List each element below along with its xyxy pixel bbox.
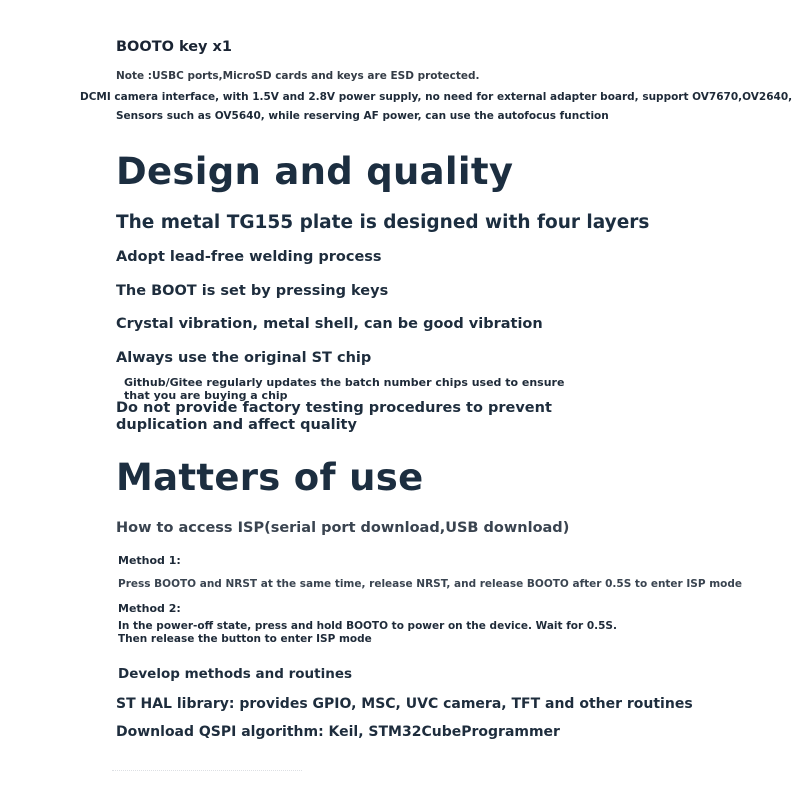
no-factory-testing-note: Do not provide factory testing procedures to prevent duplication and affect quality bbox=[116, 400, 552, 433]
design-heading: Design and quality bbox=[116, 150, 514, 193]
feature-item: Always use the original ST chip bbox=[116, 350, 372, 366]
esd-note: Note :USBC ports,MicroSD cards and keys are ESD protected. bbox=[116, 70, 480, 82]
feature-item: The BOOT is set by pressing keys bbox=[116, 283, 389, 299]
feature-item: Adopt lead-free welding process bbox=[116, 249, 382, 265]
booto-key-item: BOOTO key x1 bbox=[116, 39, 232, 55]
method-2-label: Method 2: bbox=[118, 602, 181, 615]
hal-library-text: ST HAL library: provides GPIO, MSC, UVC camera, TFT and other routines bbox=[116, 696, 693, 712]
design-subtitle: The metal TG155 plate is designed with four layers bbox=[116, 212, 650, 233]
faded-text-remnant bbox=[112, 770, 302, 775]
method-1-label: Method 1: bbox=[118, 554, 181, 567]
develop-methods-title: Develop methods and routines bbox=[118, 666, 353, 682]
dcmi-description: DCMI camera interface, with 1.5V and 2.8V power supply, no need for external adapter board, support OV7670,OV2640, bbox=[80, 91, 793, 103]
method-2-text: In the power-off state, press and hold BOOTO to power on the device. Wait for 0.5S. Then release the button to enter ISP mode bbox=[118, 620, 617, 645]
matters-heading: Matters of use bbox=[116, 456, 424, 499]
qspi-algorithm-text: Download QSPI algorithm: Keil, STM32CubeProgrammer bbox=[116, 724, 560, 740]
github-note: Github/Gitee regularly updates the batch number chips used to ensure that you are buying a chip bbox=[124, 376, 565, 402]
isp-access-title: How to access ISP(serial port download,USB download) bbox=[116, 520, 570, 536]
sensors-description: Sensors such as OV5640, while reserving AF power, can use the autofocus function bbox=[116, 110, 609, 122]
feature-item: Crystal vibration, metal shell, can be good vibration bbox=[116, 316, 543, 332]
method-1-text: Press BOOTO and NRST at the same time, release NRST, and release BOOTO after 0.5S to enter ISP mode bbox=[118, 578, 743, 590]
